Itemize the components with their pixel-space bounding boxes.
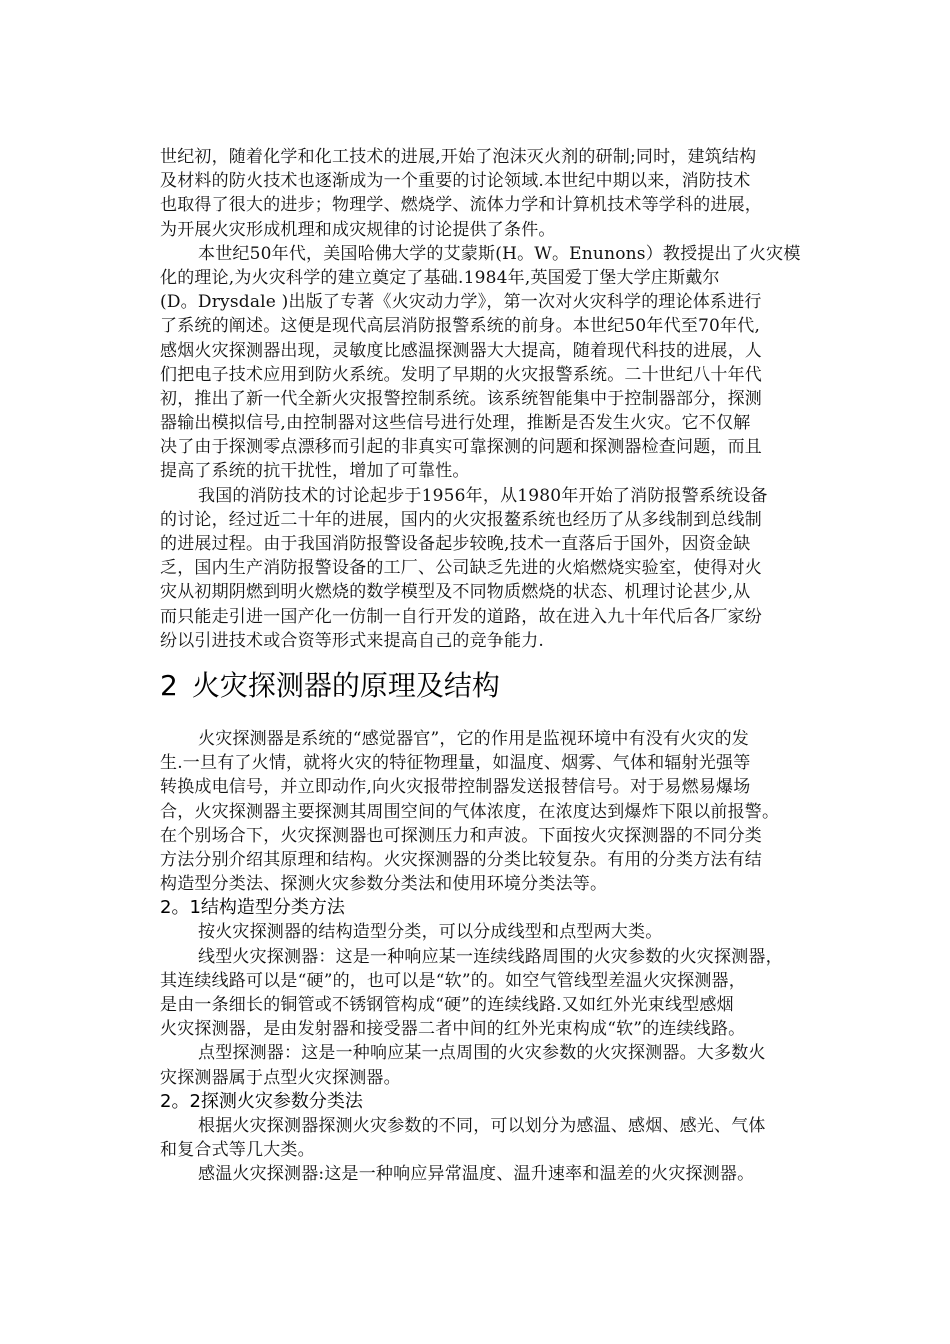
text-line: 按火灾探测器的结构造型分类，可以分成线型和点型两大类。 bbox=[198, 922, 663, 943]
text-line: 感烟火灾探测器出现，灵敏度比感温探测器大大提高，随着现代科技的进展，人 bbox=[160, 340, 762, 361]
paragraph bbox=[160, 945, 850, 1042]
text-line: 提高了系统的抗干扰性，增加了可靠性。 bbox=[160, 461, 470, 482]
text-line: 是由一条细长的铜管或不锈钢管构成“硬”的连续线路.又如红外光束线型感烟 bbox=[160, 995, 734, 1015]
text-line: 纷以引进技术或合资等形式来提高自己的竞争能力. bbox=[160, 630, 545, 651]
paragraph bbox=[160, 1041, 850, 1089]
text-line: 为开展火灾形成机理和成灾规律的讨论提供了条件。 bbox=[160, 219, 556, 240]
text-line: 我国的消防技术的讨论起步于1956年，从1980年开始了消防报警系统设备 bbox=[198, 485, 768, 506]
text-line: 决了由于探测零点漂移而引起的非真实可靠探测的问题和探测器检查问题，而且 bbox=[160, 437, 762, 458]
text-line: 线型火灾探测器：这是一种响应某一连续线路周围的火灾参数的火灾探测器， bbox=[198, 946, 783, 967]
paragraph bbox=[160, 1162, 850, 1186]
text-line: 火灾探测器是系统的“感觉器官”，它的作用是监视环境中有没有火灾的发 bbox=[198, 728, 749, 749]
text-line: 根据火灾探测器探测火灾参数的不同，可以划分为感温、感烟、感光、气体 bbox=[198, 1115, 766, 1136]
text-line: 世纪初，随着化学和化工技术的进展,开始了泡沫灭火剂的研制;同时，建筑结构 bbox=[160, 147, 757, 167]
text-line: 而只能走引进一国产化一仿制一自行开发的道路，故在进入九十年代后各厂家纷 bbox=[160, 606, 762, 627]
text-line: 转换成电信号，并立即动作,向火灾报带控制器发送报替信号。对于易燃易爆场 bbox=[160, 777, 751, 798]
paragraph bbox=[160, 145, 850, 242]
text-line: 感温火灾探测器:这是一种响应异常温度、温升速率和温差的火灾探测器。 bbox=[198, 1164, 755, 1185]
text-line: 和复合式等几大类。 bbox=[160, 1140, 315, 1161]
section-title: 火灾探测器的原理及结构 bbox=[191, 668, 500, 702]
text-line: 在个别场合下，火灾探测器也可探测压力和声波。下面按火灾探测器的不同分类 bbox=[160, 825, 762, 846]
section-number: 2 bbox=[160, 668, 178, 702]
subsection-heading: 2。2探测火灾参数分类法 bbox=[160, 1090, 363, 1112]
text-line: 构造型分类法、探测火灾参数分类法和使用环境分类法等。 bbox=[160, 874, 608, 895]
text-line: 也取得了很大的进步；物理学、燃烧学、流体力学和计算机技术等学科的进展， bbox=[160, 195, 762, 216]
paragraph bbox=[160, 920, 850, 944]
paragraph bbox=[160, 1114, 850, 1162]
text-line: 合，火灾探测器主要探测其周围空间的气体浓度，在浓度达到爆炸下限以前报警。 bbox=[160, 801, 780, 822]
text-line: 的进展过程。由于我国消防报警设备起步较晚,技术一直落后于国外，因资金缺 bbox=[160, 534, 751, 554]
text-line: 了系统的阐述。这便是现代高层消防报警系统的前身。本世纪50年代至70年代, bbox=[160, 316, 761, 337]
text-line: 生.一旦有了火情，就将火灾的特征物理量，如温度、烟雾、气体和辐射光强等 bbox=[160, 753, 751, 774]
text-line: 火灾探测器，是由发射器和接受器二者中间的红外光束构成“软”的连续线路。 bbox=[160, 1019, 746, 1040]
text-line: 及材料的防火技术也逐渐成为一个重要的讨论领域.本世纪中期以来，消防技术 bbox=[160, 171, 751, 192]
text-line: 灾从初期阴燃到明火燃烧的数学模型及不同物质燃烧的状态、机理讨论甚少,从 bbox=[160, 582, 751, 603]
text-line: 本世纪50年代，美国哈佛大学的艾蒙斯(H。W。Enunons）教授提出了火灾模 bbox=[198, 243, 801, 264]
text-line: (D。Drysdale )出版了专著《火灾动力学》，第一次对火灾科学的理论体系进行 bbox=[160, 292, 762, 313]
section-heading bbox=[160, 655, 850, 717]
text-line: 器输出模拟信号,由控制器对这些信号进行处理，推断是否发生火灾。它不仅解 bbox=[160, 413, 751, 434]
text-line: 方法分别介绍其原理和结构。火灾探测器的分类比较复杂。有用的分类方法有结 bbox=[160, 849, 762, 870]
text-line: 乏，国内生产消防报警设备的工厂、公司缺乏先进的火焰燃烧实验室，使得对火 bbox=[160, 558, 762, 579]
text-line: 们把电子技术应用到防火系统。发明了早期的火灾报警系统。二十世纪八十年代 bbox=[160, 364, 762, 385]
text-line: 其连续线路可以是“硬”的，也可以是“软”的。如空气管线型差温火灾探测器， bbox=[160, 970, 746, 991]
paragraph bbox=[160, 727, 850, 896]
document-page bbox=[160, 145, 850, 1187]
text-line: 灾探测器属于点型火灾探测器。 bbox=[160, 1067, 401, 1088]
text-line: 的讨论，经过近二十年的进展，国内的火灾报鳌系统也经历了从多线制到总线制 bbox=[160, 509, 762, 530]
text-line: 点型探测器：这是一种响应某一点周围的火灾参数的火灾探测器。大多数火 bbox=[198, 1043, 766, 1064]
subsection-heading: 2。1结构造型分类方法 bbox=[160, 897, 345, 919]
paragraph bbox=[160, 242, 850, 484]
text-line: 初，推出了新一代全新火灾报警控制系统。该系统智能集中于控制器部分，探测 bbox=[160, 388, 762, 409]
text-line: 化的理论,为火灾科学的建立奠定了基础.1984年,英国爱丁堡大学庄斯戴尔 bbox=[160, 267, 720, 288]
spacer bbox=[160, 717, 850, 727]
paragraph bbox=[160, 484, 850, 653]
